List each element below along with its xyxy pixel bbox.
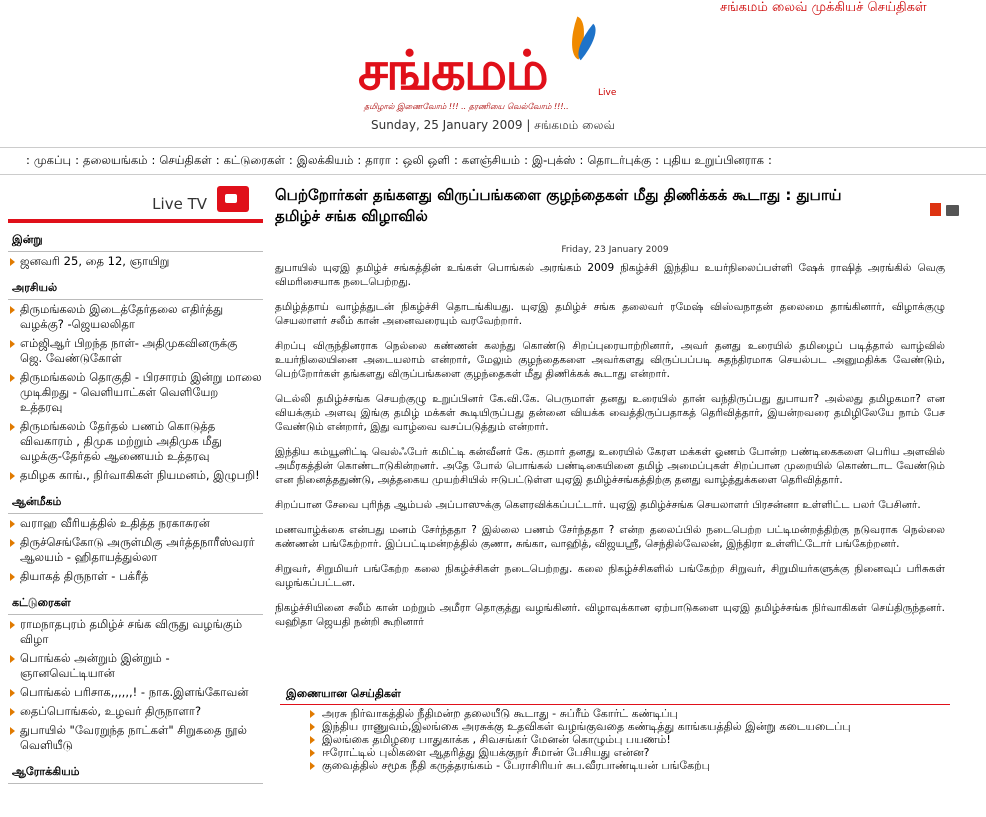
- nav-separator: :: [768, 153, 772, 167]
- sidebar-section-heading: கட்டுரைகள்: [8, 592, 263, 615]
- article-paragraph: இந்திய கம்யூனிட்டி வெல்ஃபேர் கமிட்டி கன்வீனர் கே. குமார் தனது உரையில் கேரள மக்கள் ஓணம் போன்ற பண்டிகைகளை பெரிய அளவில் அமீரகத்தின் கொண்டாடுகின்றனர். அதே போல் பொங்கல் பண்டிகையினை தமிழ் அமைப்புகள் சிறப்பான முறையில் கொண்டாட வேண்டும் என நினைத்ததுண்டு, அத்தகைய முயற்சியில் ஈடுபட்டுள்ள யுஏஇ தமிழ்ச்சங்கத்திற்கு தனது வாழ்த்துக்களை தெரிவித்தார்.: [275, 446, 945, 486]
- video-camera-icon[interactable]: [217, 186, 249, 212]
- related-link[interactable]: குவைத்தில் சமூக நீதி கருத்தரங்கம் - பேராசிரியர் சுப.வீரபாண்டியன் பங்கேற்பு: [280, 759, 950, 772]
- related-link[interactable]: ஈரோட்டில் புலிகளை ஆதரித்து இயக்குநர் சீமான் பேசியது என்ன?: [280, 746, 950, 759]
- nav-item[interactable]: இ-புக்ஸ்: [531, 153, 576, 167]
- article-tools: [930, 201, 959, 220]
- main-nav: [0, 147, 986, 175]
- article-paragraph: டெல்லி தமிழ்ச்சங்க செயற்குழு உறுப்பினர் கே.வி.கே. பெருமாள் தனது உரையில் தான் வந்திருப்பது துபாயா? அல்லது தமிழகமா? என வியக்கும் அளவு இங்கு தமிழ் மக்கள் கூடியிருப்பது தன்னை வியக்க வைத்திருப்பதாகத் தெரிவித்தார், இயன்றவரை தமிழிலேயே நாம் பேச வேண்டும் என்றார், இது வாழ்வை வசப்படுத்தும் என்றார்.: [275, 393, 945, 433]
- nav-item[interactable]: கட்டுரைகள்: [223, 153, 285, 167]
- article: [275, 185, 955, 640]
- nav-item[interactable]: தொடர்புக்கு: [587, 153, 652, 167]
- live-tv-banner[interactable]: [8, 183, 263, 223]
- sidebar-link[interactable]: ஜனவரி 25, தை 12, ஞாயிறு: [8, 252, 263, 271]
- sidebar-section-heading: அரசியல்: [8, 277, 263, 300]
- sidebar-link[interactable]: எம்ஜிஆர் பிறந்த நாள்- அதிமுகவினருக்கு ஜெ. வேண்டுகோள்: [8, 334, 263, 368]
- logo-live: Live: [598, 88, 617, 98]
- related-heading: இணையான செய்திகள்: [280, 687, 950, 705]
- live-tv-label: Live TV: [152, 195, 207, 213]
- nav-separator: :: [215, 153, 220, 167]
- related-link[interactable]: இலங்கை தமிழரை பாதுகாக்க , சிவசங்கர் மேனன் கொழும்பு பயணம்!: [280, 733, 950, 746]
- article-paragraph: நிகழ்ச்சியினை சலீம் கான் மற்றும் அமீரா தொகுத்து வழங்கினர். விழாவுக்கான ஏற்பாடுகளை யுஏஇ தமிழ்ச்சங்க நிர்வாகிகள் செய்திருந்தனர். வஹிதா ஜெயதி நன்றி கூறினார்: [275, 602, 945, 628]
- sidebar-link[interactable]: ராமநாதபுரம் தமிழ்ச் சங்க விருது வழங்கும் விழா: [8, 615, 263, 649]
- sidebar-section-heading: ஆன்மீகம்: [8, 491, 263, 514]
- article-title: பெற்றோர்கள் தங்களது விருப்பங்களை குழந்தைகள் மீது திணிக்கக் கூடாது : துபாய் தமிழ்ச் சங்க விழாவில்: [275, 186, 842, 225]
- article-paragraph: மணவாழ்க்கை என்பது மனம் சேர்ந்ததா ? இல்லை பணம் சேர்ந்ததா ? என்ற தலைப்பில் நடைபெற்ற பட்டிமன்றத்திற்கு நடுவராக நெல்லை கண்ணன் பங்கேற்றார். இப்பட்டிமன்றத்தில் குணா, சுங்கா, வாஹித், விஜயஸ்ரீ, செந்தில்வேலன், இந்திரா உள்ளிட்டோர் பங்கேற்றனர்.: [275, 524, 945, 550]
- related-link[interactable]: அரசு நிர்வாகத்தில் நீதிமன்ற தலையீடு கூடாது - சுப்ரீம் கோர்ட் கண்டிப்பு: [280, 707, 950, 720]
- print-icon[interactable]: [946, 205, 959, 216]
- related-news: [280, 687, 950, 772]
- article-paragraph: துபாயில் யுஏஇ தமிழ்ச் சங்கத்தின் உங்கள் பொங்கல் அரங்கம் 2009 நிகழ்ச்சி இந்திய உயர்நிலைப்பள்ளி ஷேக் ராஷித் அரங்கில் வெகு விமரிசையாக நடைபெற்றது.: [275, 262, 945, 288]
- article-paragraph: தமிழ்த்தாய் வாழ்த்துடன் நிகழ்ச்சி தொடங்கியது. யுஏஇ தமிழ்ச் சங்க தலைவர் ரமேஷ் விஸ்வநாதன் தலைமை தாங்கினார், விழாக்குழு செயலாளர் சலீம் கான் அனைவரையும் வரவேற்றார்.: [275, 301, 945, 327]
- nav-separator: :: [75, 153, 79, 167]
- sidebar-link[interactable]: துபாயில் "வேரறுந்த நாட்கள்" சிறுகதை நூல் வெளியீடு: [8, 721, 263, 755]
- nav-separator: :: [288, 153, 293, 167]
- nav-item[interactable]: தாரா: [365, 153, 391, 167]
- sidebar-link[interactable]: வராஹ வீரியத்தில் உதித்த நரகாசுரன்: [8, 514, 263, 533]
- sidebar-list: [8, 252, 263, 271]
- nav-item[interactable]: தலையங்கம்: [83, 153, 148, 167]
- sidebar-section-heading: ஆரோக்கியம்: [8, 761, 263, 784]
- article-paragraph: சிறுவர், சிறுமியர் பங்கேற்ற கலை நிகழ்ச்சிகள் நடைபெற்றது. கலை நிகழ்ச்சிகளில் பங்கேற்ற சிறுவர், சிறுமியர்களுக்கு நினைவுப் பரிசுகள் வழங்கப்பட்டன.: [275, 563, 945, 589]
- sidebar-list: [8, 300, 263, 485]
- sidebar-link[interactable]: பொங்கல் அன்றும் இன்றும் - ஞானவெட்டியான்: [8, 649, 263, 683]
- sidebar-link[interactable]: திருமங்கலம் தேர்தல் பணம் கொடுத்த விவகாரம் , திமுக மற்றும் அதிமுக மீது வழக்கு-தேர்தல் ஆணையம் உத்தரவு: [8, 417, 263, 466]
- nav-item[interactable]: ஒலி ஒளி: [402, 153, 450, 167]
- site-logo[interactable]: [358, 18, 618, 118]
- nav-separator: :: [524, 153, 528, 167]
- dateline: Sunday, 25 January 2009 | சங்கமம் லைவ்: [371, 118, 615, 132]
- nav-separator: :: [151, 153, 156, 167]
- nav-item[interactable]: களஞ்சியம்: [461, 153, 521, 167]
- sidebar-list: [8, 615, 263, 755]
- nav-item[interactable]: புதிய உறுப்பினராக: [662, 153, 765, 167]
- sidebar-link[interactable]: பொங்கல் பரிசாக,,,,,,! - நாக.இளங்கோவன்: [8, 683, 263, 702]
- nav-separator: :: [357, 153, 362, 167]
- logo-text: சங்கமம்: [358, 38, 547, 102]
- nav-separator: :: [26, 153, 30, 167]
- sidebar-link[interactable]: தைப்பொங்கல், உழவர் திருநாளா?: [8, 702, 263, 721]
- sidebar-list: [8, 514, 263, 586]
- related-link[interactable]: இந்திய ராணுவம்,இலங்கை அரசுக்கு உதவிகள் வழங்குவதை கண்டித்து காங்கயத்தில் இன்று கடையடைப்பு: [280, 720, 950, 733]
- article-paragraph: சிறப்பான சேவை புரிந்த ஆம்பல் அப்பாஸுக்கு கௌரவிக்கப்பட்டார். யுஏஇ தமிழ்ச்சங்க செயலாளர் பிரசன்னா உள்ளிட்ட பலர் பேசினர்.: [275, 499, 921, 511]
- nav-separator: :: [453, 153, 458, 167]
- sidebar: [8, 183, 263, 784]
- sidebar-link[interactable]: திருமங்கலம் இடைத்தேர்தலை எதிர்த்து வழக்கு? -ஜெயலலிதா: [8, 300, 263, 334]
- sidebar-link[interactable]: தியாகத் திருநாள் - பக்ரீத்: [8, 567, 263, 586]
- logo-tagline: தமிழால் இணைவோம் !!! .. தரணியை வெல்வோம் !!!..: [364, 102, 569, 111]
- sidebar-link[interactable]: திருமங்கலம் தொகுதி - பிரசாரம் இன்று மாலை முடிகிறது - வெளியாட்கள் வெளியேற உத்தரவு: [8, 368, 263, 417]
- pdf-icon[interactable]: [930, 203, 941, 216]
- nav-separator: :: [655, 153, 659, 167]
- nav-separator: :: [579, 153, 584, 167]
- sidebar-link[interactable]: தமிழக காங்., நிர்வாகிகள் நியமனம், இழுபறி!: [8, 466, 263, 485]
- sidebar-section-heading: இன்று: [8, 229, 263, 252]
- nav-item[interactable]: முகப்பு: [33, 153, 72, 167]
- nav-separator: :: [394, 153, 399, 167]
- nav-item[interactable]: செய்திகள்: [159, 153, 212, 167]
- nav-item[interactable]: இலக்கியம்: [296, 153, 354, 167]
- article-paragraph: சிறப்பு விருந்தினராக நெல்லை கண்ணன் கலந்து கொண்டு சிறப்புரையாற்றினார், அவர் தனது உரையில் தமிழைப் படித்தால் வாழ்வில் உயர்நிலையினை அடையலாம் என்றார், மேலும் குழந்தைகளை அவர்களது விருப்பப்படி சுதந்திரமாக செயல்பட அனுமதிக்க வேண்டும், பெற்றோர்கள் தங்களது விருப்பங்களை குழந்தைகள் மீது திணிக்கக் கூடாது என்றார்.: [275, 340, 945, 380]
- news-ticker[interactable]: சங்கமம் லைவ் முக்கியச் செய்திகள்: [720, 0, 927, 15]
- article-date: Friday, 23 January 2009: [561, 245, 669, 255]
- sidebar-link[interactable]: திருச்செங்கோடு அருள்மிகு அர்த்தநாரீஸ்வரர் ஆலயம் - ஹிதாயத்துல்லா: [8, 533, 263, 567]
